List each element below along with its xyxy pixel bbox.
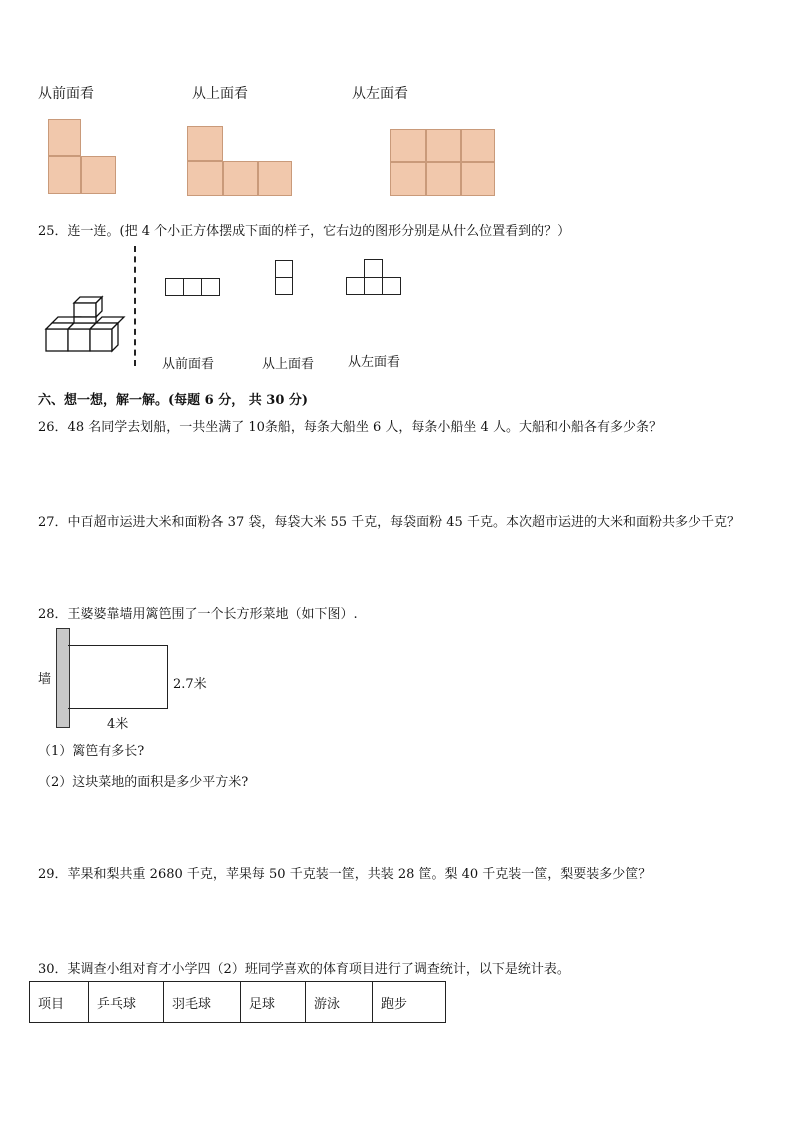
sports-stat-table: [29, 981, 446, 1023]
q25-text: 25．连一连。(把 4 个小正方体摆成下面的样子，它右边的图形分别是从什么位置看到的？）: [38, 224, 571, 239]
vegetable-plot-rectangle: [68, 645, 168, 709]
q25-top-label: 从上面看: [262, 357, 315, 372]
q29-text: 29．苹果和梨共重 2680 千克，苹果每 50 千克装一筐，共装 28 筐。梨 40 千克装一筐，梨要装多少筐？: [38, 867, 652, 882]
table-header-cell: 项目: [30, 982, 89, 1023]
width-label: 2.7米: [173, 677, 207, 692]
q28-sub1: （1）篱笆有多长?: [38, 744, 145, 759]
q25-front-label: 从前面看: [162, 357, 215, 372]
table-header-cell: 羽毛球: [164, 982, 241, 1023]
q26-text: 26．48 名同学去划船，一共坐满了 10条船，每条大船坐 6 人，每条小船坐 4 人。大船和小船各有多少条？: [38, 420, 662, 435]
left-view-label: 从左面看: [352, 86, 408, 102]
table-header-cell: 跑步: [373, 982, 446, 1023]
dashed-divider: [134, 246, 136, 366]
top-view-label: 从上面看: [192, 86, 248, 102]
table-header-cell: 游泳: [306, 982, 373, 1023]
table-header-cell: 乒乓球: [89, 982, 164, 1023]
q25-left-label: 从左面看: [348, 355, 401, 370]
wall-label: 墙: [38, 672, 52, 687]
length-label: 4米: [107, 717, 129, 732]
q28-sub2: （2）这块菜地的面积是多少平方米?: [38, 775, 249, 790]
q27-text: 27．中百超市运进大米和面粉各 37 袋，每袋大米 55 千克，每袋面粉 45 千克。本次超市运进的大米和面粉共多少千克？: [38, 515, 740, 530]
front-view-label: 从前面看: [38, 86, 94, 102]
table-header-cell: 足球: [241, 982, 306, 1023]
q28-text: 28．王婆婆靠墙用篱笆围了一个长方形菜地（如下图）.: [38, 607, 358, 622]
cube-stack-figure: [44, 295, 126, 355]
q30-text: 30．某调查小组对育才小学四（2）班同学喜欢的体育项目进行了调查统计，以下是统计表。: [38, 962, 570, 977]
section-6-heading: 六、想一想，解一解。(每题 6 分， 共 30 分): [38, 393, 309, 408]
table-row: [30, 982, 446, 1023]
